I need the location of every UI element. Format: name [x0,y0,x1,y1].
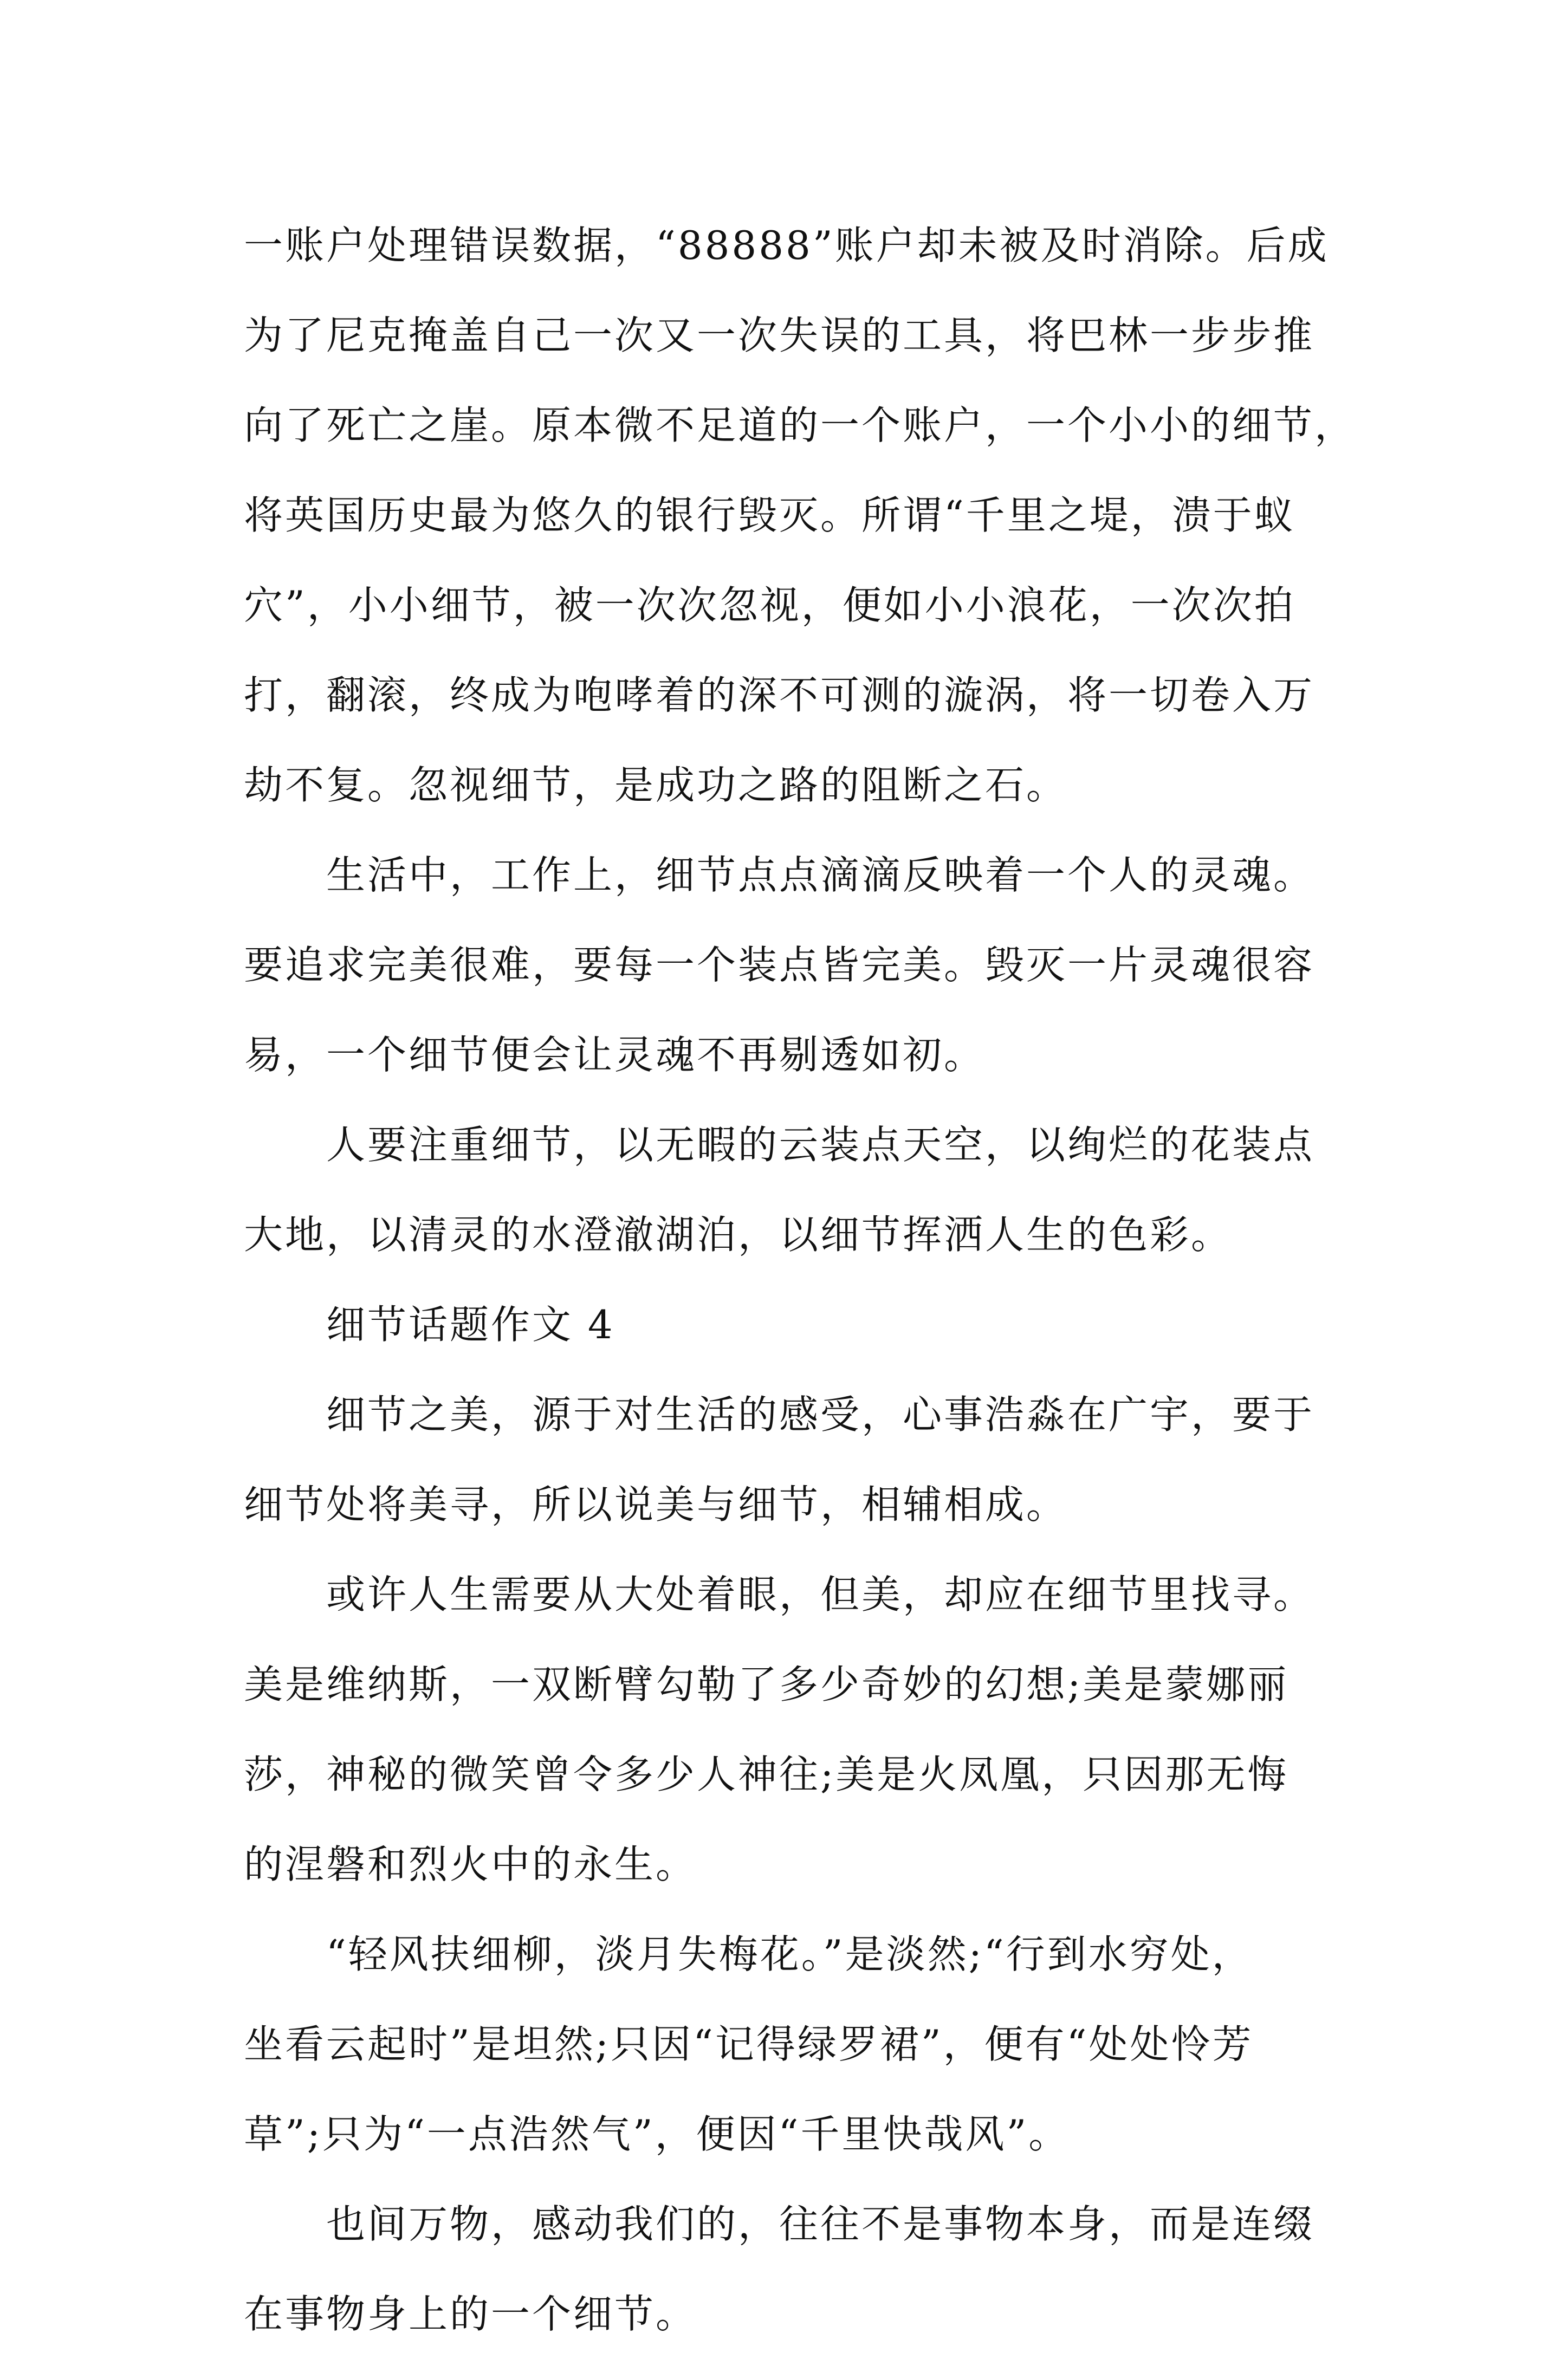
text-line: 穴”，小小细节，被一次次忽视，便如小小浪花，一次次拍 [244,582,1295,628]
text-line: 打，翻滚，终成为咆哮着的深不可测的漩涡，将一切卷入万 [244,672,1315,718]
paragraph-first-line: 生活中，工作上，细节点点滴滴反映着一个人的灵魂。 [326,852,1315,898]
document-body [244,200,1356,2359]
text-line: 坐看云起时”是坦然;只因“记得绿罗裙”，便有“处处怜芳 [244,2021,1254,2067]
text-line: 大地，以清灵的水澄澈湖泊，以细节挥洒人生的色彩。 [244,1212,1233,1258]
text-line: 向了死亡之崖。原本微不足道的一个账户，一个小小的细节， [244,403,1356,448]
text-line: 在事物身上的一个细节。 [244,2291,697,2337]
text-line: 的涅磐和烈火中的永生。 [244,1842,697,1887]
text-line: 美是维纳斯，一双断臂勾勒了多少奇妙的幻想;美是蒙娜丽 [244,1662,1289,1707]
text-line: 易，一个细节便会让灵魂不再剔透如初。 [244,1032,986,1078]
text-line: 为了尼克掩盖自己一次又一次失误的工具，将巴林一步步推 [244,313,1315,358]
text-line: 莎，神秘的微笑曾令多少人神往;美是火凤凰，只因那无悔 [244,1752,1289,1797]
text-line: 劫不复。忽视细节，是成功之路的阻断之石。 [244,762,1068,808]
paragraph-first-line: 或许人生需要从大处着眼，但美，却应在细节里找寻。 [326,1572,1315,1617]
paragraph-first-line: 也间万物，感动我们的，往往不是事物本身，而是连缀 [326,2201,1315,2247]
text-line: 将英国历史最为悠久的银行毁灭。所谓“千里之堤，溃于蚁 [244,492,1295,538]
paragraph-first-line: 人要注重细节，以无暇的云装点天空，以绚烂的花装点 [326,1122,1315,1168]
text-line: 要追求完美很难，要每一个装点皆完美。毁灭一片灵魂很容 [244,942,1315,988]
paragraph-first-line: “轻风扶细柳，淡月失梅花。”是淡然;“行到水穷处， [326,1932,1253,1977]
section-heading: 细节话题作文 4 [326,1302,615,1347]
paragraph-first-line: 细节之美，源于对生活的感受，心事浩淼在广宇，要于 [326,1392,1315,1437]
text-line: 细节处将美寻，所以说美与细节，相辅相成。 [244,1482,1068,1527]
text-line: 一账户处理错误数据，“88888”账户却未被及时消除。后成 [244,223,1329,268]
text-line: 草”;只为“一点浩然气”，便因“千里快哉风”。 [244,2111,1070,2157]
